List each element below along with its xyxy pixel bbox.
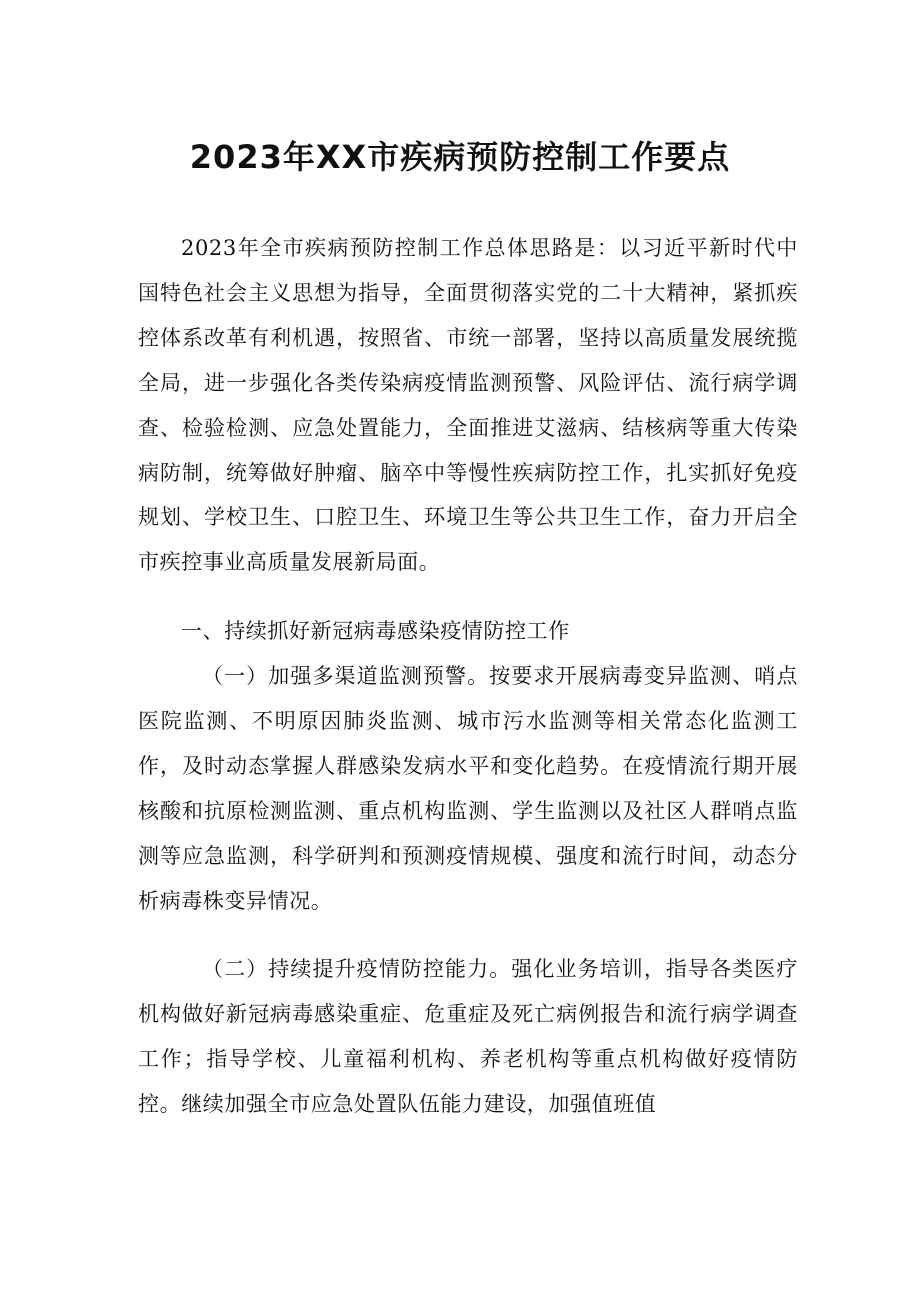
section-heading-1: 一、持续抓好新冠病毒感染疫情防控工作 (181, 619, 570, 643)
document-title: 2023年XX市疾病预防控制工作要点 (189, 138, 731, 176)
subsection-paragraph-1: （一）加强多渠道监测预警。按要求开展病毒变异监测、哨点医院监测、不明原因肺炎监测、城市污水监测等相关常态化监测工作，及时动态掌握人群感染发病水平和变化趋势。在疫情流行期开展核酸和抗原检测监测、重点机构监测、学生监测以及社区人群哨点监测等应急监测，科学研判和预测疫情规模、强度和流行时间，动态分析病毒株变异情况。 (138, 664, 798, 913)
intro-paragraph: 2023年全市疾病预防控制工作总体思路是：以习近平新时代中国特色社会主义思想为指导，全面贯彻落实党的二十大精神，紧抓疾控体系改革有利机遇，按照省、市统一部署，坚持以高质量发展统揽全局，进一步强化各类传染病疫情监测预警、风险评估、流行病学调查、检验检测、应急处置能力，全面推进艾滋病、结核病等重大传染病防制，统筹做好肿瘤、脑卒中等慢性疾病防控工作，扎实抓好免疫规划、学校卫生、口腔卫生、环境卫生等公共卫生工作，奋力开启全市疾控事业高质量发展新局面。 (138, 236, 798, 575)
subsection-paragraph-2: （二）持续提升疫情防控能力。强化业务培训，指导各类医疗机构做好新冠病毒感染重症、危重症及死亡病例报告和流行病学调查工作；指导学校、儿童福利机构、养老机构等重点机构做好疫情防控。继续加强全市应急处置队伍能力建设，加强值班值 (138, 957, 798, 1116)
